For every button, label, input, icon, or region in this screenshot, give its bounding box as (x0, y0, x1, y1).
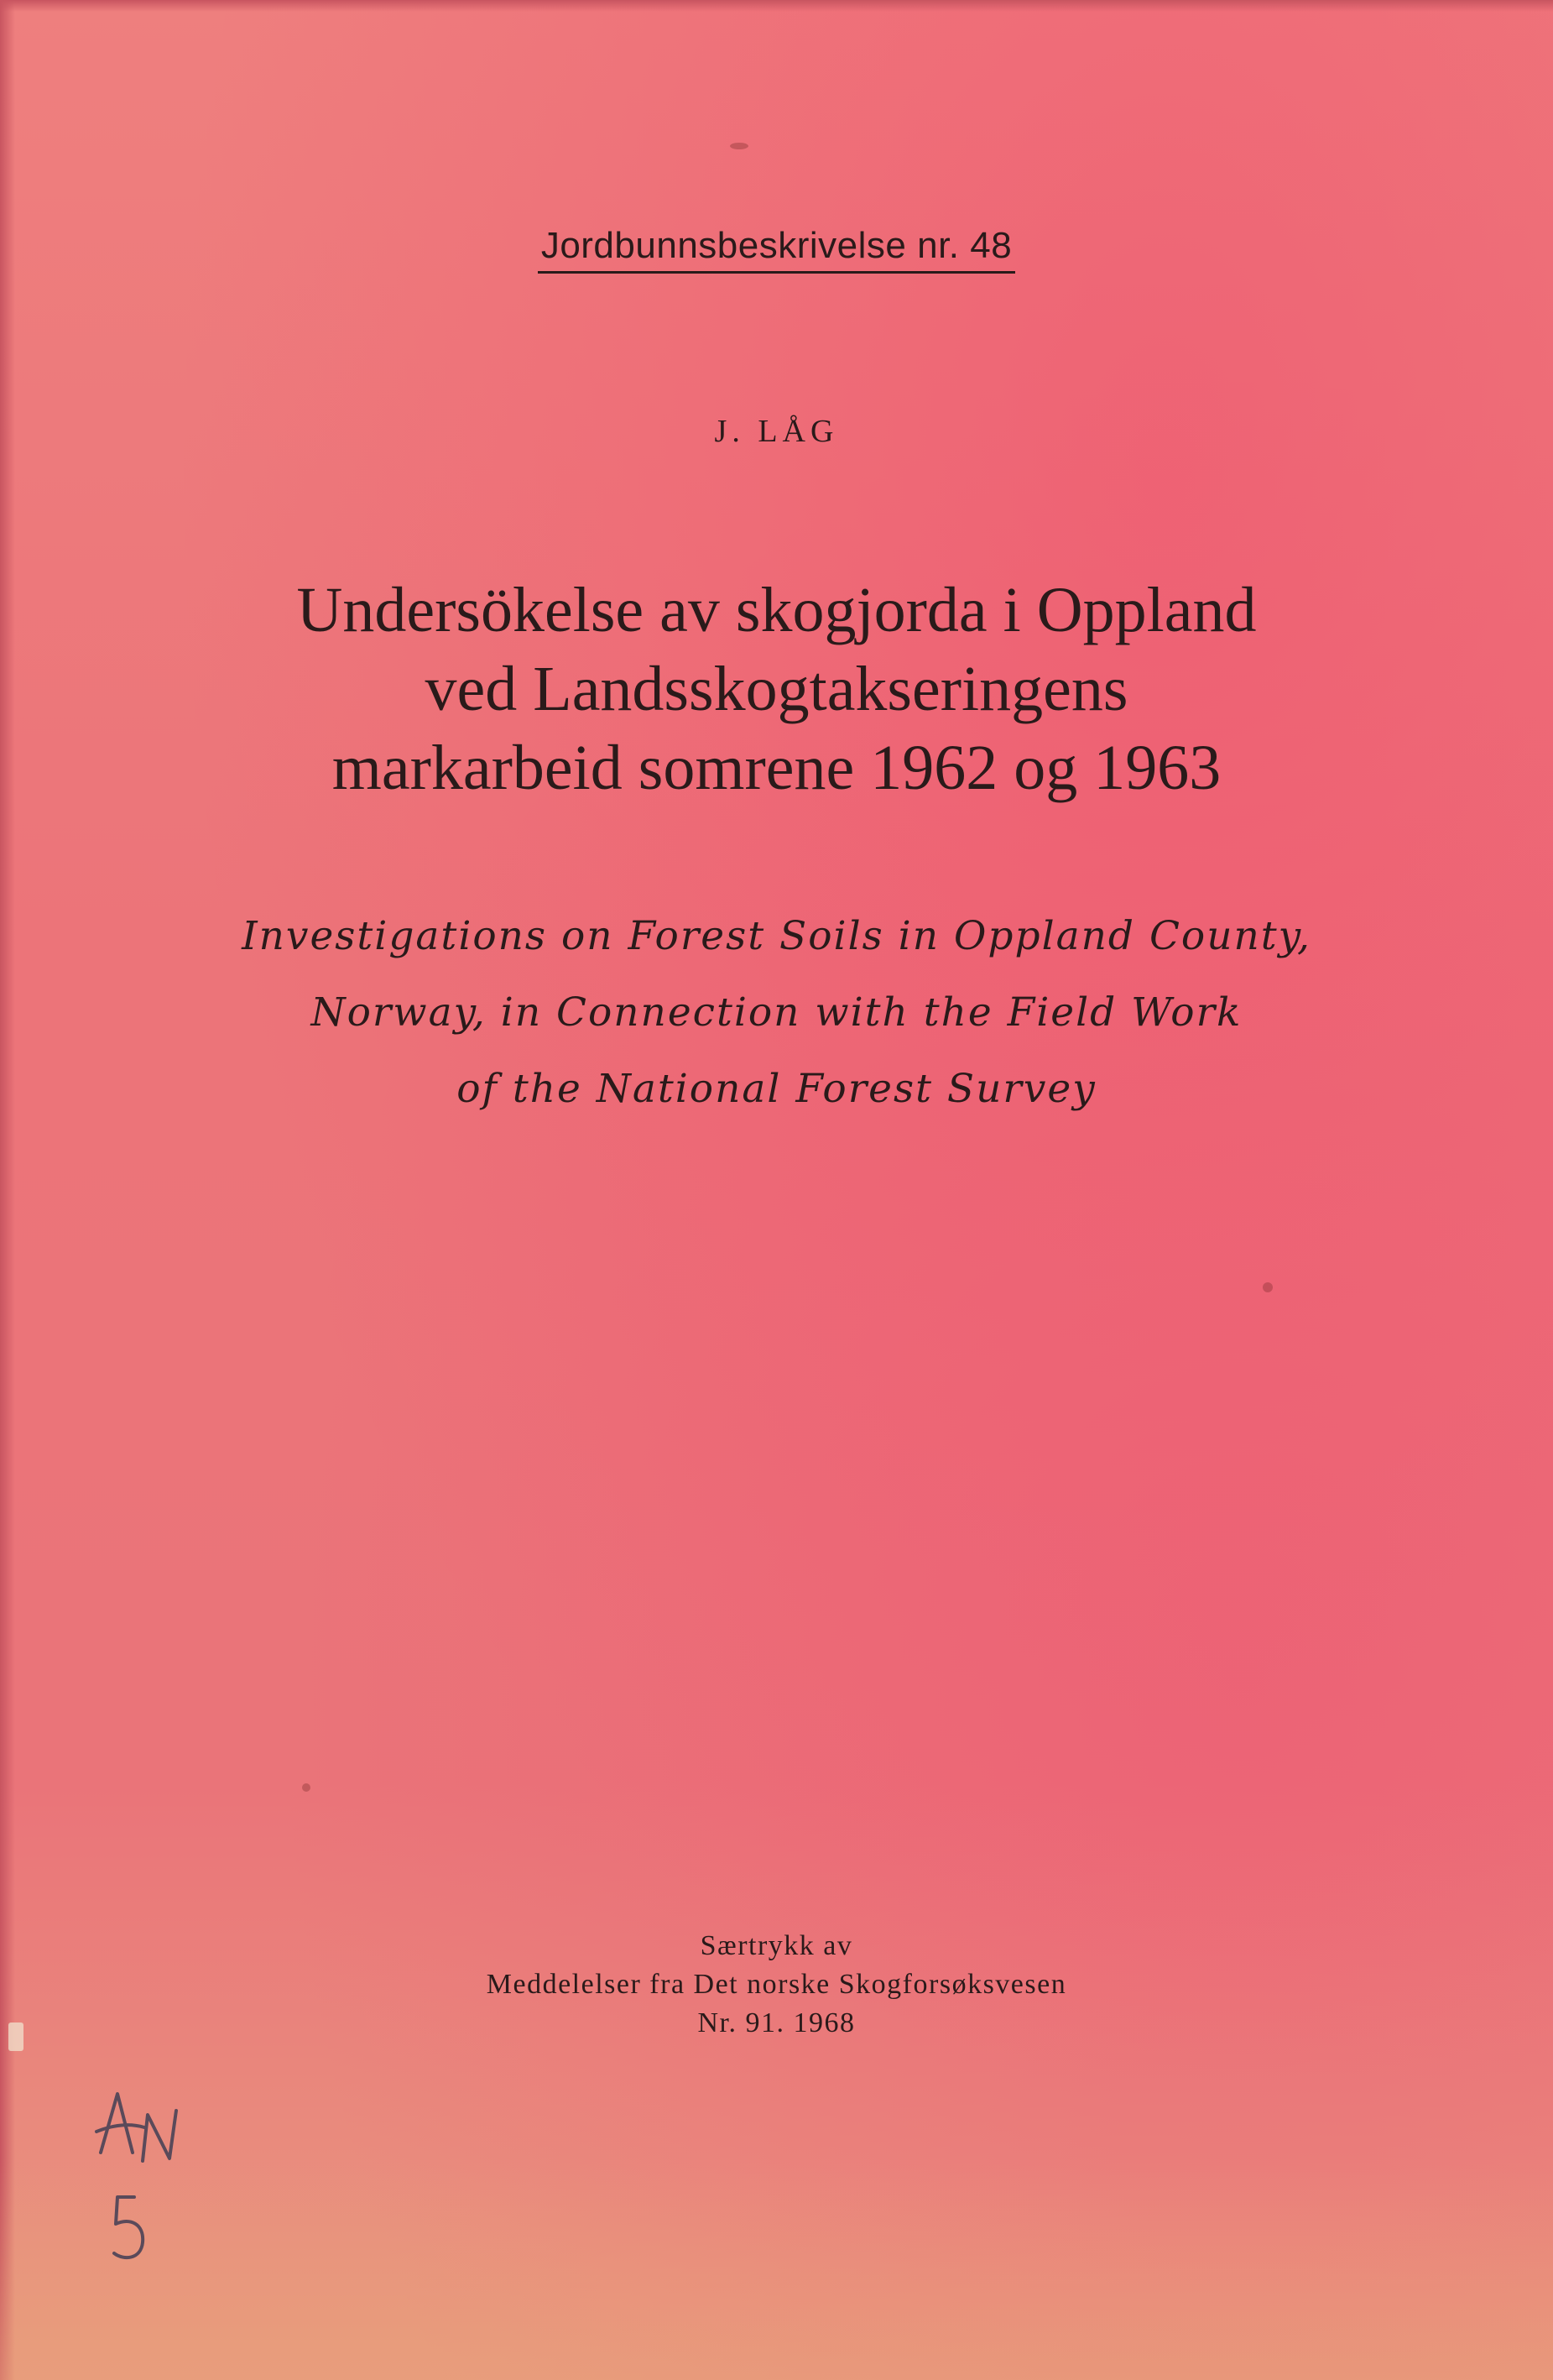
title-line: markarbeid somrene 1962 og 1963 (331, 733, 1222, 803)
reprint-line: Meddelelser fra Det norske Skogforsøksvesen (486, 1969, 1067, 2000)
subtitle-line: Investigations on Forest Soils in Oppland County, (242, 913, 1311, 959)
pencil-letter-n (143, 2111, 176, 2161)
subtitle-line: Norway, in Connection with the Field Work (310, 989, 1243, 1036)
paper-fade (0, 2162, 1553, 2380)
reprint-line: Nr. 91. 1968 (697, 2007, 856, 2038)
pencil-letter-a (101, 2094, 133, 2153)
paper-speck (730, 143, 748, 149)
paper-speck (1263, 1282, 1273, 1292)
english-subtitle (0, 898, 1553, 1127)
paper-speck (302, 1783, 310, 1792)
reprint-line: Særtrykk av (700, 1930, 853, 1961)
pencil-digit-5 (114, 2197, 143, 2257)
reprint-notice (0, 1927, 1553, 2043)
series-label: Jordbunnsbeskrivelse nr. 48 (0, 225, 1553, 267)
handwritten-pencil-mark (92, 2081, 210, 2283)
document-title (0, 571, 1553, 807)
title-line: Undersökelse av skogjorda i Oppland (296, 575, 1257, 645)
subtitle-line: of the National Forest Survey (456, 1066, 1097, 1112)
author-name: J. LÅG (714, 414, 839, 449)
title-line: ved Landsskogtakseringens (425, 654, 1128, 724)
